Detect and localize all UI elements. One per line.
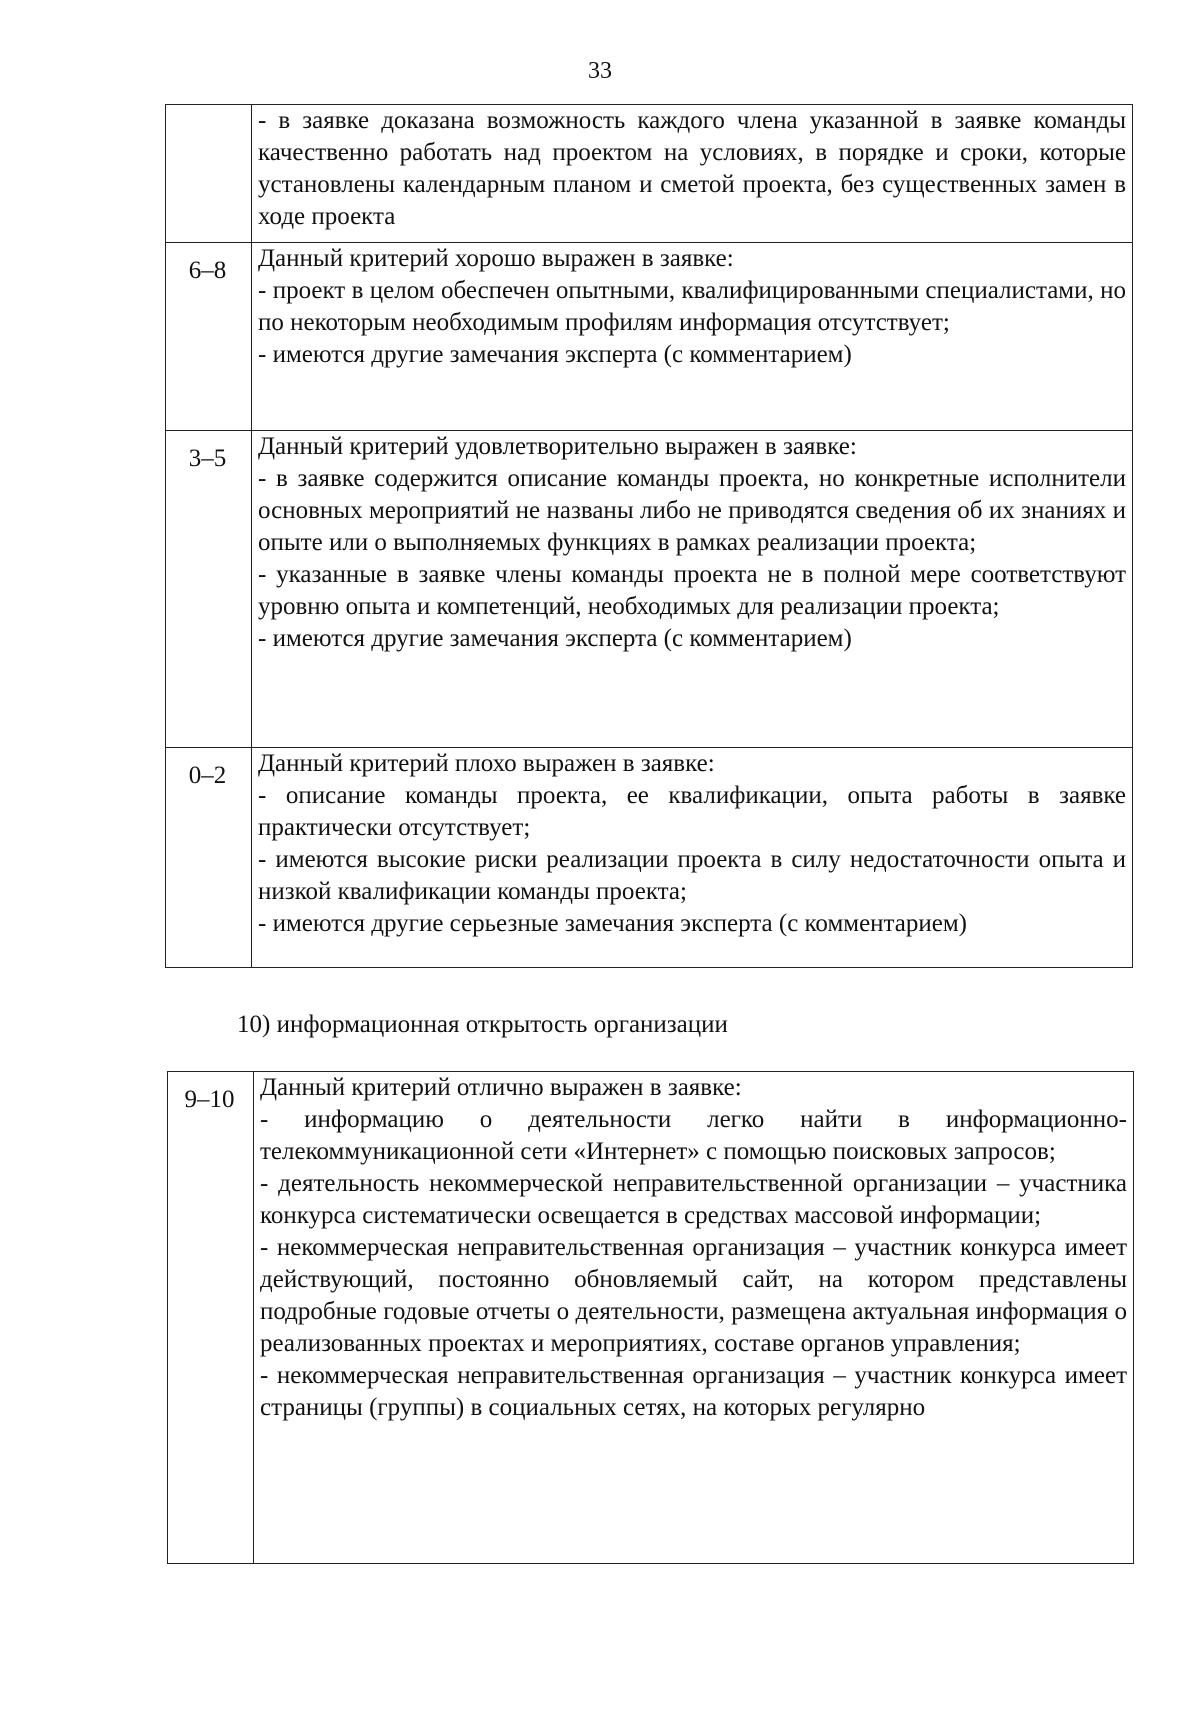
criterion-bullet: - имеются другие серьезные замечания эксперта (с комментарием) <box>258 910 968 937</box>
score-cell <box>166 105 252 243</box>
criteria-table-openness <box>167 1071 1134 1564</box>
criterion-bullet: - в заявке доказана возможность каждого члена указанной в заявке команды качественно работать над проектом на условиях, в порядке и сроки, которые установлены календарным планом и сметой проекта, без существенных замен в ходе проекта <box>258 107 1126 230</box>
table-row <box>168 1072 1134 1564</box>
table-row <box>166 105 1133 243</box>
criterion-bullet: - информацию о деятельности легко найти в информационно-телекоммуникационной сети «Интернет» с помощью поисковых запросов; <box>260 1106 1127 1165</box>
criterion-text-cell <box>254 1072 1134 1564</box>
criterion-bullet: - описание команды проекта, ее квалификации, опыта работы в заявке практически отсутствует; <box>258 782 1126 841</box>
score-cell: 9–10 <box>168 1072 254 1564</box>
criterion-bullet: - деятельность некоммерческой неправительственной организации – участника конкурса систематически освещается в средствах массовой информации; <box>260 1170 1127 1229</box>
criterion-heading: Данный критерий плохо выражен в заявке: <box>258 750 715 777</box>
criterion-heading: Данный критерий удовлетворительно выражен в заявке: <box>258 433 857 460</box>
table-row <box>166 431 1133 748</box>
criterion-heading: Данный критерий отлично выражен в заявке: <box>260 1074 742 1101</box>
criteria-table-team <box>165 104 1133 968</box>
page-number: 33 <box>588 58 612 84</box>
criterion-text-cell <box>252 431 1133 748</box>
table-row <box>166 748 1133 968</box>
criterion-bullet: - указанные в заявке члены команды проекта не в полной мере соответствуют уровню опыта и компетенций, необходимых для реализации проекта; <box>258 561 1126 620</box>
score-cell: 6–8 <box>166 243 252 431</box>
criterion-bullet: - имеются другие замечания эксперта (с комментарием) <box>258 625 852 652</box>
criteria-table-body <box>166 105 1133 968</box>
table-row <box>166 243 1133 431</box>
criteria-table-body <box>168 1072 1134 1564</box>
score-cell: 3–5 <box>166 431 252 748</box>
criterion-text-cell <box>252 748 1133 968</box>
criterion-bullet: - в заявке содержится описание команды проекта, но конкретные исполнители основных мероприятий не названы либо не приводятся сведения об их знаниях и опыте или о выполняемых функциях в рамках реализации проекта; <box>258 465 1126 556</box>
criterion-bullet: - некоммерческая неправительственная организация – участник конкурса имеет действующий, постоянно обновляемый сайт, на котором представлены подробные годовые отчеты о деятельности, размещена актуальная информация о реализованных проектах и мероприятиях, составе органов управления; <box>260 1234 1127 1357</box>
criterion-bullet: - проект в целом обеспечен опытными, квалифицированными специалистами, но по некоторым необходимым профилям информация отсутствует; <box>258 277 1126 336</box>
criterion-heading: Данный критерий хорошо выражен в заявке: <box>258 245 734 272</box>
criterion-bullet: - некоммерческая неправительственная организация – участник конкурса имеет страницы (группы) в социальных сетях, на которых регулярно <box>260 1362 1127 1421</box>
score-cell: 0–2 <box>166 748 252 968</box>
criterion-text-cell <box>252 243 1133 431</box>
criterion-bullet: - имеются высокие риски реализации проекта в силу недостаточности опыта и низкой квалификации команды проекта; <box>258 846 1126 905</box>
criterion-text-cell <box>252 105 1133 243</box>
section-title: 10) информационная открытость организации <box>237 1011 728 1038</box>
criterion-bullet: - имеются другие замечания эксперта (с комментарием) <box>258 341 852 368</box>
